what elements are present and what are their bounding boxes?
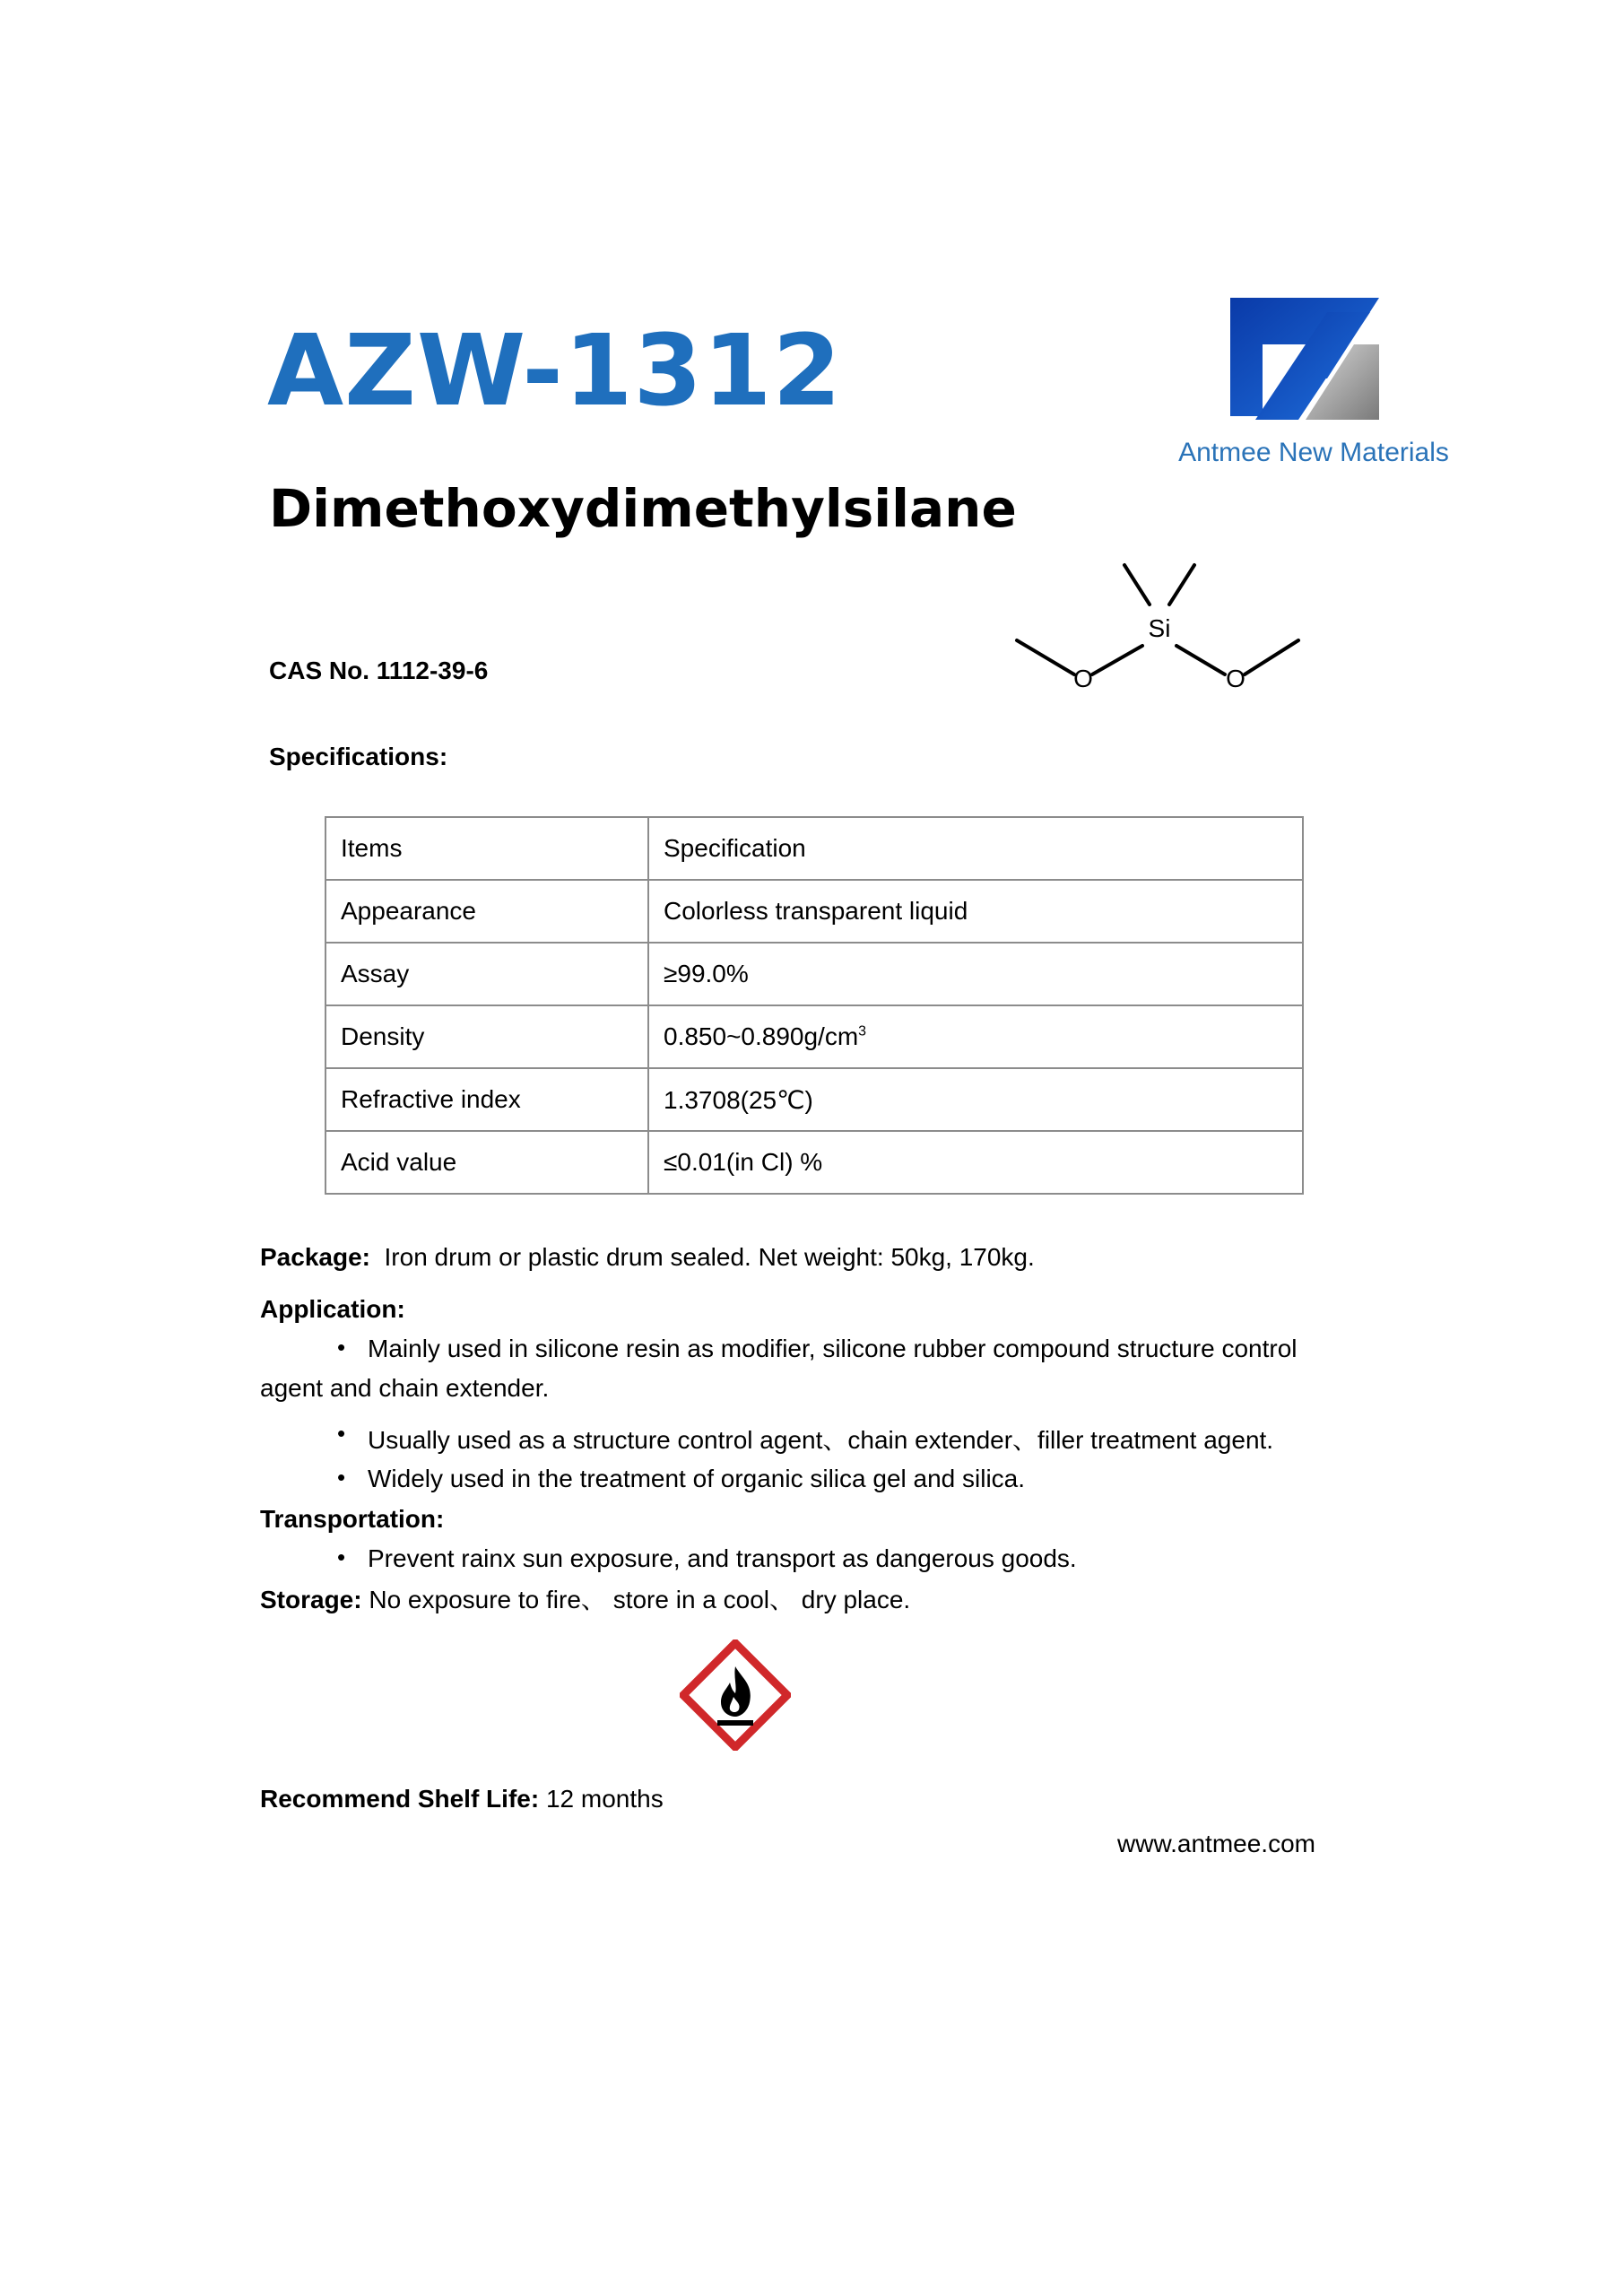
table-header-row bbox=[325, 817, 1303, 880]
table-row bbox=[325, 943, 1303, 1005]
table-cell-item: Appearance bbox=[325, 880, 648, 943]
table-cell-spec: Colorless transparent liquid bbox=[648, 880, 1303, 943]
table-cell-item: Refractive index bbox=[325, 1068, 648, 1131]
application-heading: Application: bbox=[260, 1295, 405, 1323]
bullet-icon: • bbox=[337, 1420, 346, 1447]
atom-si: Si bbox=[1148, 614, 1171, 642]
density-value: 0.850~0.890g/cm bbox=[664, 1022, 859, 1050]
storage-text: No exposure to fire、 store in a cool、 dry place. bbox=[369, 1586, 911, 1613]
storage-line bbox=[260, 1587, 910, 1613]
table-cell-item: Acid value bbox=[325, 1131, 648, 1194]
application-item-1-cont: agent and chain extender. bbox=[260, 1374, 550, 1402]
cas-label: CAS No. bbox=[269, 657, 369, 684]
flammable-hazard-icon bbox=[680, 1639, 791, 1751]
application-item-1: Mainly used in silicone resin as modifier, silicone rubber compound structure control bbox=[368, 1335, 1298, 1362]
table-cell-item: Assay bbox=[325, 943, 648, 1005]
table-cell-spec: ≤0.01(in Cl) % bbox=[648, 1131, 1303, 1194]
package-line bbox=[260, 1245, 1035, 1270]
bullet-icon: • bbox=[337, 1464, 346, 1491]
table-cell-spec: ≥99.0% bbox=[648, 943, 1303, 1005]
package-label: Package: bbox=[260, 1243, 370, 1271]
cas-value: 1112-39-6 bbox=[376, 657, 489, 684]
atom-o-left: O bbox=[1073, 665, 1093, 691]
density-superscript: 3 bbox=[858, 1023, 867, 1039]
table-cell-spec: 1.3708(25℃) bbox=[648, 1068, 1303, 1131]
table-row bbox=[325, 1068, 1303, 1131]
application-item-2: Usually used as a structure control agent、chain extender、filler treatment agent. bbox=[368, 1426, 1274, 1454]
transportation-heading: Transportation: bbox=[260, 1505, 445, 1533]
bullet-icon: • bbox=[337, 1334, 346, 1361]
specifications-heading: Specifications: bbox=[269, 743, 448, 770]
bullet-icon: • bbox=[337, 1544, 346, 1570]
storage-label: Storage: bbox=[260, 1586, 362, 1613]
cas-number bbox=[269, 657, 488, 685]
shelf-life-line bbox=[260, 1787, 664, 1812]
table-header-cell: Specification bbox=[648, 817, 1303, 880]
table-row bbox=[325, 1131, 1303, 1194]
atom-o-right: O bbox=[1226, 665, 1245, 691]
table-row bbox=[325, 880, 1303, 943]
table-cell-item: Density bbox=[325, 1005, 648, 1068]
table-row bbox=[325, 1005, 1303, 1068]
product-name: Dimethoxydimethylsilane bbox=[269, 478, 1017, 539]
brand-name: Antmee New Materials bbox=[1178, 438, 1449, 467]
chemical-structure bbox=[1013, 556, 1318, 691]
specifications-table bbox=[325, 816, 1304, 1195]
table-header-cell: Items bbox=[325, 817, 648, 880]
shelf-life-label: Recommend Shelf Life: bbox=[260, 1785, 540, 1813]
package-text: Iron drum or plastic drum sealed. Net weight: 50kg, 170kg. bbox=[384, 1243, 1035, 1271]
table-cell-spec bbox=[648, 1005, 1303, 1068]
shelf-life-text: 12 months bbox=[545, 1785, 664, 1813]
website-link[interactable]: www.antmee.com bbox=[1117, 1830, 1315, 1857]
transportation-item-1: Prevent rainx sun exposure, and transport as dangerous goods. bbox=[368, 1544, 1077, 1572]
application-item-3: Widely used in the treatment of organic silica gel and silica. bbox=[368, 1465, 1026, 1492]
product-code: AZW-1312 bbox=[267, 313, 843, 428]
